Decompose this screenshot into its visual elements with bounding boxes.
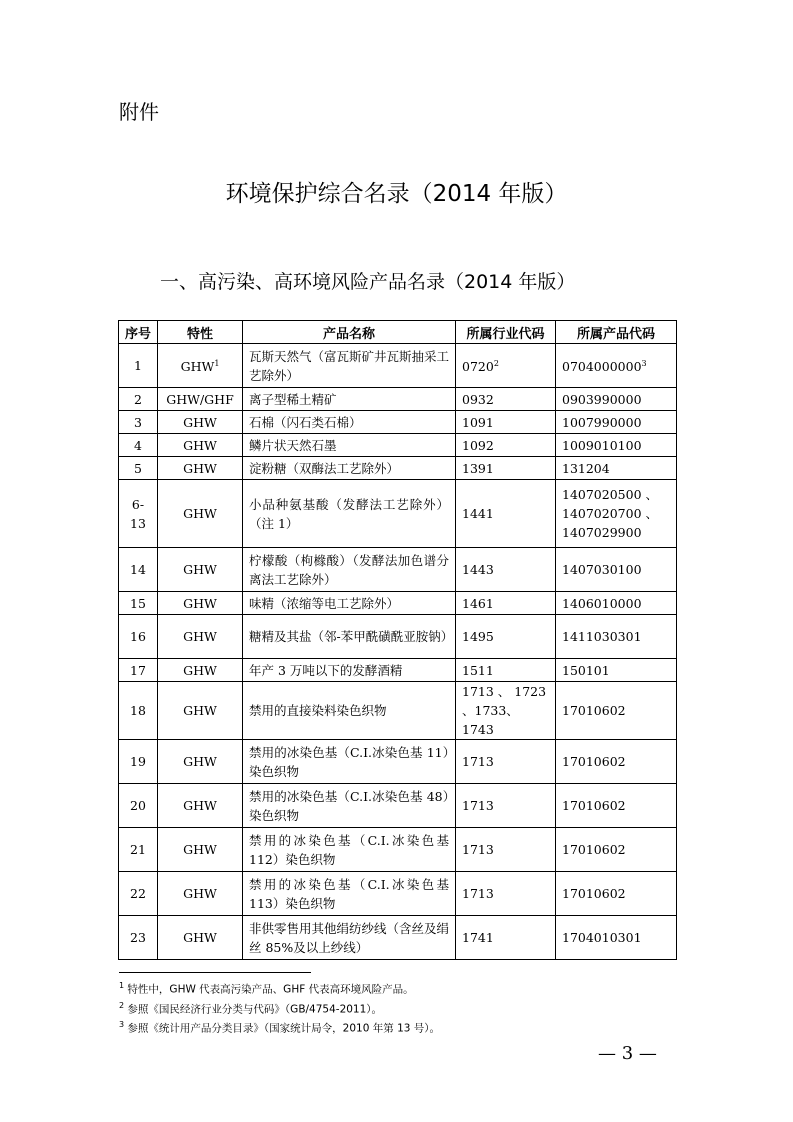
attribute-text: GHW (183, 437, 217, 453)
footnote-text: 特性中，GHW 代表高污染产品、GHF 代表高环境风险产品。 (124, 983, 414, 996)
footnote-divider (119, 972, 311, 973)
industry-code-text: 0932 (462, 391, 494, 407)
cell-product-code (556, 388, 677, 411)
industry-code-text: 1391 (462, 460, 494, 476)
attribute-text: GHW (183, 595, 217, 611)
product-code-line: 1407029900 (562, 525, 642, 540)
cell-attribute (158, 411, 243, 434)
industry-code-text: 1495 (462, 629, 494, 644)
cell-product-name: 小品种氨基酸（发酵法工艺除外）（注 1） (243, 480, 456, 548)
cell-industry-code (456, 872, 556, 916)
cell-product-name: 年产 3 万吨以下的发酵酒精 (243, 659, 456, 682)
cell-no: 16 (119, 615, 158, 659)
attribute-text: GHW (183, 930, 217, 945)
cell-no: 2 (119, 388, 158, 411)
cell-no: 23 (119, 916, 158, 960)
industry-code-text: 1713 (462, 754, 494, 769)
cell-industry-code (456, 548, 556, 592)
cell-no: 3 (119, 411, 158, 434)
attribute-text: GHW (183, 414, 217, 430)
table-row (119, 457, 677, 480)
industry-code-text: 1443 (462, 562, 494, 577)
industry-code-text: 1091 (462, 414, 494, 430)
product-code-footnote-ref: 3 (641, 359, 647, 369)
cell-no: 6-13 (119, 480, 158, 548)
attribute-text: GHW (183, 703, 217, 718)
cell-product-name: 鳞片状天然石墨 (243, 434, 456, 457)
cell-no: 21 (119, 828, 158, 872)
cell-no: 14 (119, 548, 158, 592)
product-code-text: 17010602 (562, 886, 626, 901)
cell-attribute (158, 659, 243, 682)
cell-product-code (556, 916, 677, 960)
product-table (118, 320, 677, 960)
cell-product-name: 禁用的冰染色基（C.I.冰染色基 11）染色织物 (243, 740, 456, 784)
cell-product-name: 淀粉糖（双酶法工艺除外） (243, 457, 456, 480)
product-code-text: 1704010301 (562, 930, 642, 945)
product-code-text: 1407030100 (562, 562, 642, 577)
attribute-text: GHW (183, 842, 217, 857)
cell-product-name: 瓦斯天然气（富瓦斯矿井瓦斯抽采工艺除外） (243, 344, 456, 388)
cell-product-code (556, 872, 677, 916)
cell-product-name: 石棉（闪石类石棉） (243, 411, 456, 434)
header-no: 序号 (119, 321, 158, 344)
product-code-text: 131204 (562, 460, 610, 476)
table-row (119, 784, 677, 828)
cell-attribute (158, 480, 243, 548)
cell-product-code (556, 828, 677, 872)
attribute-text: GHW (183, 506, 217, 521)
product-code-text: 1406010000 (562, 595, 642, 611)
industry-code-text: 0720 (462, 359, 494, 375)
table-row (119, 388, 677, 411)
table-row (119, 872, 677, 916)
header-industry-code: 所属行业代码 (456, 321, 556, 344)
product-code-text: 150101 (562, 662, 610, 678)
industry-code-text: 1092 (462, 437, 494, 453)
cell-industry-code (456, 480, 556, 548)
product-code-text: 17010602 (562, 798, 626, 813)
table-row (119, 548, 677, 592)
industry-code-text: 1713 、 1723 、1733、1743 (462, 684, 547, 737)
attribute-text: GHW (183, 562, 217, 577)
cell-industry-code (456, 344, 556, 388)
cell-product-code (556, 434, 677, 457)
cell-product-name: 味精（浓缩等电工艺除外） (243, 592, 456, 615)
cell-product-code (556, 411, 677, 434)
cell-product-code (556, 659, 677, 682)
attribute-text: GHW (183, 754, 217, 769)
cell-no: 19 (119, 740, 158, 784)
cell-industry-code (456, 388, 556, 411)
cell-no: 5 (119, 457, 158, 480)
cell-product-code (556, 740, 677, 784)
product-code-text: 0704000000 (562, 359, 642, 375)
product-code-text: 1009010100 (562, 437, 642, 453)
cell-attribute (158, 916, 243, 960)
cell-attribute (158, 784, 243, 828)
cell-product-name: 禁用的冰染色基（C.I.冰染色基 48）染色织物 (243, 784, 456, 828)
cell-attribute (158, 388, 243, 411)
industry-code-text: 1441 (462, 506, 494, 521)
section-title: 一、高污染、高环境风险产品名录（2014 年版） (160, 271, 576, 293)
attribute-text: GHW (183, 798, 217, 813)
product-code-text: 17010602 (562, 703, 626, 718)
footnote (119, 1017, 440, 1037)
footnote-mark: 1 (119, 981, 125, 990)
cell-attribute (158, 457, 243, 480)
cell-product-name: 离子型稀土精矿 (243, 388, 456, 411)
header-product-code: 所属产品代码 (556, 321, 677, 344)
cell-attribute (158, 434, 243, 457)
table-body (119, 344, 677, 960)
cell-attribute (158, 682, 243, 740)
cell-product-code (556, 615, 677, 659)
footnote (119, 998, 440, 1018)
table-row (119, 592, 677, 615)
cell-attribute (158, 872, 243, 916)
attribute-text: GHW (183, 886, 217, 901)
cell-industry-code (456, 828, 556, 872)
table-row (119, 615, 677, 659)
product-code-text: 0903990000 (562, 391, 642, 407)
footnotes (119, 978, 440, 1037)
cell-attribute (158, 828, 243, 872)
industry-code-text: 1713 (462, 886, 494, 901)
attribute-text: GHW (180, 359, 215, 375)
attribute-footnote-ref: 1 (214, 359, 220, 369)
cell-product-code (556, 344, 677, 388)
table-row (119, 480, 677, 548)
cell-product-name: 柠檬酸（枸橼酸）（发酵法加色谱分离法工艺除外） (243, 548, 456, 592)
cell-no: 1 (119, 344, 158, 388)
page-number: — 3 — (598, 1043, 657, 1064)
cell-industry-code (456, 784, 556, 828)
table-row (119, 740, 677, 784)
cell-industry-code (456, 615, 556, 659)
table-row (119, 434, 677, 457)
cell-product-name: 禁用的冰染色基（C.I.冰染色基 113）染色织物 (243, 872, 456, 916)
industry-code-text: 1461 (462, 595, 494, 611)
cell-attribute (158, 344, 243, 388)
footnote-text: 参照《统计用产品分类目录》（国家统计局令，2010 年第 13 号）。 (124, 1022, 441, 1035)
cell-product-code (556, 682, 677, 740)
table-row (119, 659, 677, 682)
table-row (119, 682, 677, 740)
industry-code-text: 1713 (462, 798, 494, 813)
cell-industry-code (456, 659, 556, 682)
footnote-mark: 2 (119, 1000, 125, 1010)
cell-attribute (158, 592, 243, 615)
cell-attribute (158, 740, 243, 784)
footnote-mark: 3 (119, 1020, 125, 1029)
attribute-text: GHW (183, 662, 217, 678)
industry-code-text: 1511 (462, 662, 494, 678)
industry-code-footnote-ref: 2 (493, 359, 499, 369)
cell-product-code (556, 592, 677, 615)
cell-industry-code (456, 457, 556, 480)
industry-code-text: 1741 (462, 930, 494, 945)
product-code-line: 1407020700 、 (562, 506, 659, 521)
cell-no: 17 (119, 659, 158, 682)
table-row (119, 411, 677, 434)
cell-product-code (556, 457, 677, 480)
cell-product-code (556, 480, 677, 548)
product-code-line: 1407020500 、 (562, 487, 659, 502)
product-code-text: 17010602 (562, 842, 626, 857)
cell-no: 20 (119, 784, 158, 828)
cell-industry-code (456, 434, 556, 457)
cell-product-code (556, 784, 677, 828)
cell-industry-code (456, 740, 556, 784)
cell-attribute (158, 615, 243, 659)
attribute-text: GHW (183, 629, 217, 644)
cell-product-name: 禁用的冰染色基（C.I.冰染色基 112）染色织物 (243, 828, 456, 872)
product-code-text: 17010602 (562, 754, 626, 769)
attachment-label: 附件 (119, 100, 159, 124)
header-product-name: 产品名称 (243, 321, 456, 344)
footnote (119, 978, 440, 998)
document-title: 环境保护综合名录（2014 年版） (225, 181, 568, 207)
attribute-text: GHW (183, 460, 217, 476)
cell-product-code (556, 548, 677, 592)
cell-industry-code (456, 592, 556, 615)
cell-product-name: 禁用的直接染料染色织物 (243, 682, 456, 740)
cell-no: 22 (119, 872, 158, 916)
cell-industry-code (456, 411, 556, 434)
product-code-text: 1411030301 (562, 629, 642, 644)
cell-product-name: 非供零售用其他绢纺纱线（含丝及绢丝 85%及以上纱线） (243, 916, 456, 960)
cell-attribute (158, 548, 243, 592)
table-row (119, 916, 677, 960)
cell-no: 15 (119, 592, 158, 615)
table-row (119, 828, 677, 872)
footnote-text: 参照《国民经济行业分类与代码》（GB/4754-2011）。 (124, 1003, 383, 1015)
table-row (119, 344, 677, 388)
product-code-text: 1007990000 (562, 414, 642, 430)
attribute-text: GHW/GHF (166, 391, 234, 407)
cell-industry-code (456, 916, 556, 960)
cell-product-name: 糖精及其盐（邻-苯甲酰磺酰亚胺钠） (243, 615, 456, 659)
cell-industry-code (456, 682, 556, 740)
cell-no: 4 (119, 434, 158, 457)
cell-no: 18 (119, 682, 158, 740)
table-header-row (119, 321, 677, 344)
industry-code-text: 1713 (462, 842, 494, 857)
header-attribute: 特性 (158, 321, 243, 344)
